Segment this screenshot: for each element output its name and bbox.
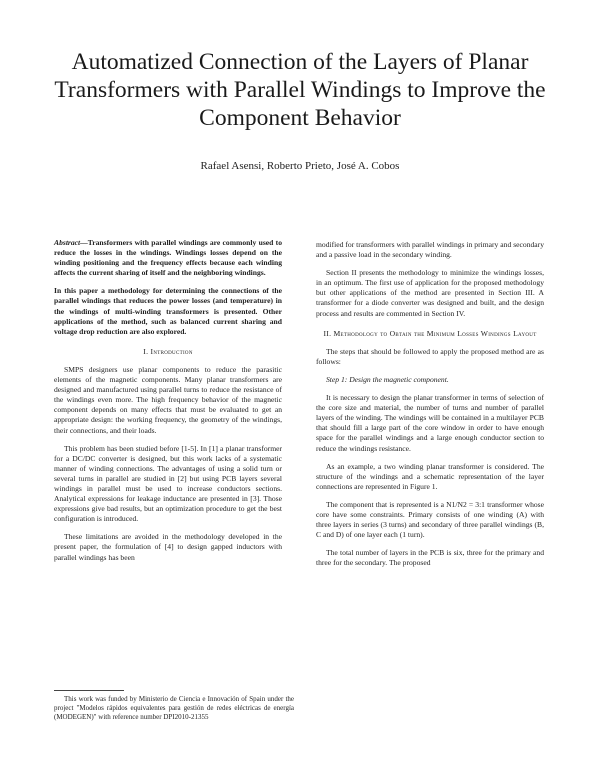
footnote-divider bbox=[54, 690, 124, 691]
body-paragraph: Section II presents the methodology to minimize the windings losses, in an optimum. The first use of application for the proposed methodology but other applications of the method are presented in Section III. A transformer for a diode converter was designed and built, and the design process and results are commented in Section IV. bbox=[316, 268, 544, 318]
right-column bbox=[316, 240, 544, 576]
abstract-label: Abstract bbox=[54, 238, 81, 247]
section-heading-introduction: I. Introduction bbox=[143, 346, 193, 356]
section-heading-methodology: II. Methodology to Obtain the Minimum Losses Windings Layout bbox=[323, 328, 537, 338]
abstract-paragraph: Abstract—Transformers with parallel windings are commonly used to reduce the losses in the windings. Windings losses depend on the winding positioning and the frequency effects because each winding affects the current sharing of itself and the neighboring windings. bbox=[54, 238, 282, 278]
paper-title: Automatized Connection of the Layers of Planar Transformers with Parallel Windings to Improve the Component Behavior bbox=[54, 49, 546, 131]
body-paragraph: The steps that should be followed to apply the proposed method are as follows: bbox=[316, 346, 544, 366]
body-paragraph: The total number of layers in the PCB is six, three for the primary and three for the secondary. The proposed bbox=[316, 548, 544, 568]
body-paragraph: modified for transformers with parallel windings in primary and secondary and a passive load in the secondary winding. bbox=[316, 240, 544, 260]
body-paragraph: The component that is represented is a N1/N2 = 3:1 transformer whose core have some constraints. Primary consists of one winding (A) with three layers in series (3 turns) and secondary of three parallel windings (B, C and D) of one layer each (1 turn). bbox=[316, 499, 544, 540]
abstract-text: Transformers with parallel windings are commonly used to reduce the losses in the windings. Windings losses depend on the winding positioning and the frequency effects because each winding affects the current sharing of itself and the neighboring windings. bbox=[54, 238, 282, 278]
paper-authors: Rafael Asensi, Roberto Prieto, José A. Cobos bbox=[200, 160, 400, 172]
body-paragraph: This problem has been studied before [1-5]. In [1] a planar transformer for a DC/DC converter is designed, but this work lacks of a systematic manner of winding connections. The advantages of using a solid turn or several turns in parallel are studied in [2] but using PCB layers several windings in parallel must be used to increase conductors sections. Analytical expressions for leakage inductance are presented in [3]. Those expressions give bad results, but an optimization procedure to get the best configuration is introduced. bbox=[54, 443, 282, 524]
body-paragraph: It is necessary to design the planar transformer in terms of selection of the core size and material, the number of turns and number of parallel layers of the winding. The windings will be contained in a multilayer PCB that should fill a large part of the core window in order to have enough space for the parallel windings and a large enough conductor section to reduce the windings resistance. bbox=[316, 393, 544, 453]
body-paragraph: SMPS designers use planar components to reduce the parasitic elements of the magnetic components. Many planar transformers are designed and manufactured using parallel turns to reduce the resistance of the windings even more. The high frequency behavior of the magnetic component depends on many effects that must be evaluated to get an appropriate design: the working frequency, the geometry of the windings, their connections, and their loads. bbox=[54, 364, 282, 435]
body-paragraph: As an example, a two winding planar transformer is considered. The structure of the windings and a schematic representation of the layer connections are represented in Figure 1. bbox=[316, 461, 544, 491]
step-heading: Step 1: Design the magnetic component. bbox=[326, 374, 449, 384]
left-column bbox=[54, 238, 282, 571]
abstract-paragraph-2: In this paper a methodology for determining the connections of the parallel windings that reduces the power losses (and temperature) in the windings of multi-winding transformers is presented. Other applications of the method, such as balanced current sharing and voltage drop reduction are also explored. bbox=[54, 286, 282, 336]
footnote: This work was funded by Ministerio de Ciencia e Innovación of Spain under the project "Modelos rápidos equivalentes para gestión de redes eléctricas de energía (MODEGEN)" with reference number DPI2010-21355 bbox=[54, 695, 294, 721]
body-paragraph: These limitations are avoided in the methodology developed in the present paper, the formulation of [4] to design gapped inductors with parallel windings has been bbox=[54, 532, 282, 562]
